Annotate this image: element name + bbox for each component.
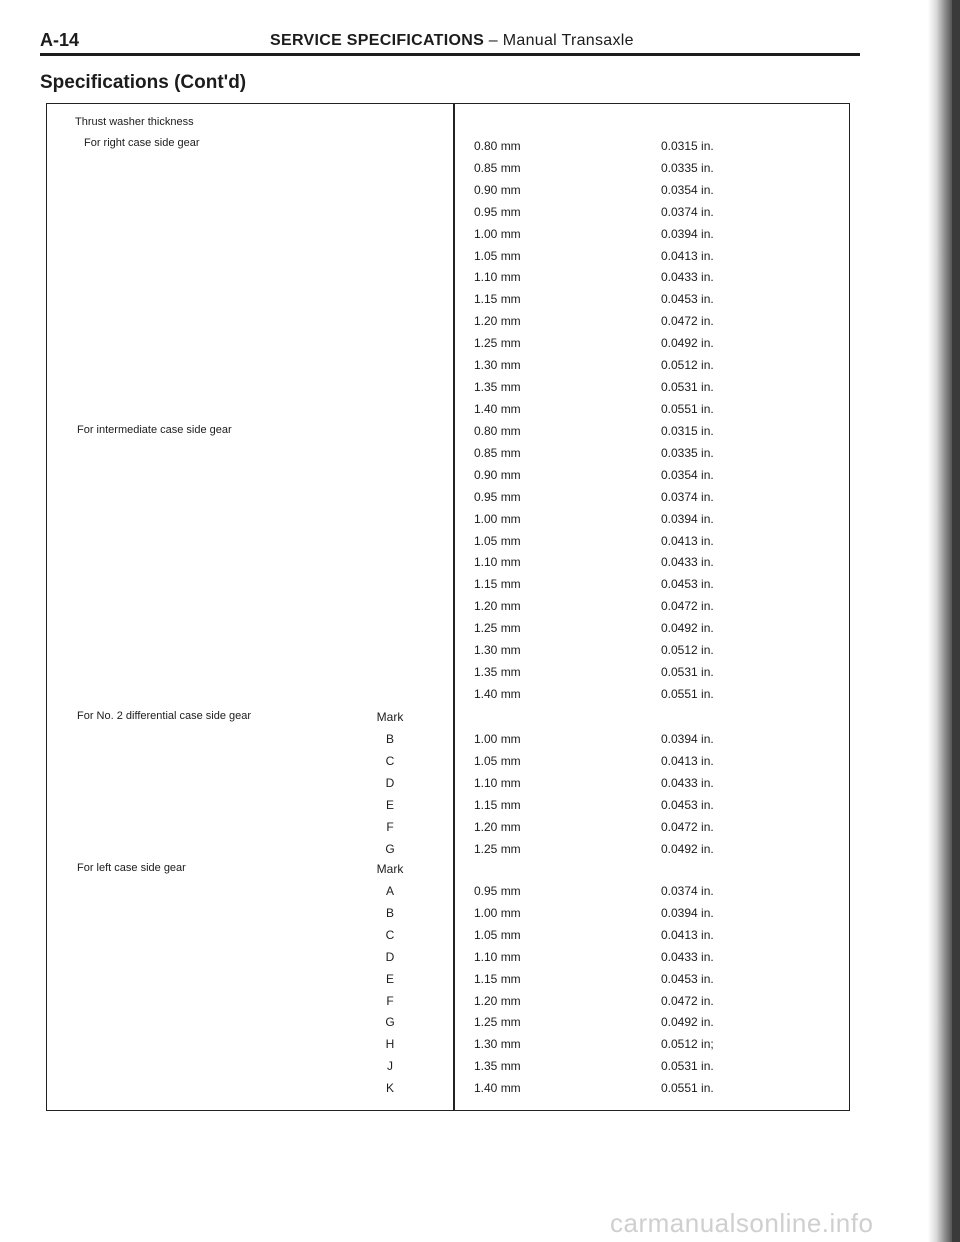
- mark-value: J: [387, 1059, 393, 1073]
- mm-value: 0.95 mm: [474, 205, 521, 219]
- inch-value: 0.0531 in.: [661, 380, 714, 394]
- group-label: For right case side gear: [84, 137, 200, 149]
- inch-value: 0.0413 in.: [661, 754, 714, 768]
- mm-value: 1.05 mm: [474, 928, 521, 942]
- mark-value: B: [385, 732, 394, 746]
- mark-value: G: [385, 1015, 395, 1029]
- mark-value: A: [385, 884, 394, 898]
- inch-value: 0.0413 in.: [661, 928, 714, 942]
- inch-value: 0.0512 in.: [661, 358, 714, 372]
- inch-value: 0.0453 in.: [661, 972, 714, 986]
- mm-value: 1.15 mm: [474, 798, 521, 812]
- header-subtitle: – Manual Transaxle: [488, 32, 634, 49]
- mark-value: G: [385, 842, 395, 856]
- mark-value: F: [386, 820, 394, 834]
- inch-value: 0.0433 in.: [661, 776, 714, 790]
- inch-value: 0.0374 in.: [661, 205, 714, 219]
- mm-value: 1.15 mm: [474, 577, 521, 591]
- inch-value: 0.0472 in.: [661, 820, 714, 834]
- inch-value: 0.0472 in.: [661, 314, 714, 328]
- inch-value: 0.0394 in.: [661, 732, 714, 746]
- inch-value: 0.0413 in.: [661, 249, 714, 263]
- inch-value: 0.0492 in.: [661, 336, 714, 350]
- mark-value: C: [385, 928, 395, 942]
- watermark: carmanualsonline.info: [610, 1208, 874, 1238]
- mm-value: 0.80 mm: [474, 139, 521, 153]
- mm-value: 1.25 mm: [474, 621, 521, 635]
- mm-value: 1.40 mm: [474, 1081, 521, 1095]
- header-rule: [40, 53, 860, 56]
- mm-value: 1.00 mm: [474, 227, 521, 241]
- inch-value: 0.0453 in.: [661, 577, 714, 591]
- mm-value: 1.10 mm: [474, 950, 521, 964]
- inch-value: 0.0551 in.: [661, 687, 714, 701]
- header-title-main: SERVICE SPECIFICATIONS: [270, 32, 485, 49]
- mm-value: 1.20 mm: [474, 994, 521, 1008]
- inch-value: 0.0492 in.: [661, 842, 714, 856]
- mark-header: Mark: [376, 710, 404, 724]
- mm-value: 1.40 mm: [474, 687, 521, 701]
- mm-value: 0.80 mm: [474, 424, 521, 438]
- mark-value: D: [385, 950, 395, 964]
- mm-value: 1.15 mm: [474, 292, 521, 306]
- inch-value: 0.0354 in.: [661, 183, 714, 197]
- group-label: For No. 2 differential case side gear: [77, 710, 252, 722]
- binding-edge: [928, 0, 952, 1242]
- inch-value: 0.0531 in.: [661, 1059, 714, 1073]
- inch-value: 0.0374 in.: [661, 490, 714, 504]
- inch-value: 0.0394 in.: [661, 227, 714, 241]
- mark-value: C: [385, 754, 395, 768]
- mm-value: 0.90 mm: [474, 468, 521, 482]
- mm-value: 1.25 mm: [474, 1015, 521, 1029]
- mark-value: B: [385, 906, 394, 920]
- mm-value: 1.25 mm: [474, 842, 521, 856]
- inch-value: 0.0433 in.: [661, 270, 714, 284]
- spec-table: [46, 103, 850, 1111]
- inch-value: 0.0335 in.: [661, 161, 714, 175]
- page-header: [40, 30, 860, 54]
- header-title: [270, 32, 634, 50]
- inch-value: 0.0453 in.: [661, 798, 714, 812]
- mm-value: 1.10 mm: [474, 776, 521, 790]
- mark-value: K: [385, 1081, 394, 1095]
- mm-value: 1.05 mm: [474, 754, 521, 768]
- mm-value: 1.00 mm: [474, 732, 521, 746]
- binding-edge-dark: [952, 0, 960, 1242]
- mm-value: 0.90 mm: [474, 183, 521, 197]
- group-label: For intermediate case side gear: [77, 424, 232, 436]
- section-title: Specifications (Cont'd): [40, 72, 247, 93]
- mm-value: 1.05 mm: [474, 249, 521, 263]
- inch-value: 0.0512 in.: [661, 643, 714, 657]
- inch-value: 0.0472 in.: [661, 994, 714, 1008]
- mark-value: E: [385, 972, 394, 986]
- mm-value: 0.85 mm: [474, 161, 521, 175]
- inch-value: 0.0492 in.: [661, 1015, 714, 1029]
- inch-value: 0.0394 in.: [661, 906, 714, 920]
- inch-value: 0.0453 in.: [661, 292, 714, 306]
- mark-value: E: [385, 798, 394, 812]
- mark-value: H: [385, 1037, 395, 1051]
- mm-value: 1.10 mm: [474, 270, 521, 284]
- inch-value: 0.0315 in.: [661, 139, 714, 153]
- inch-value: 0.0413 in.: [661, 534, 714, 548]
- inch-value: 0.0374 in.: [661, 884, 714, 898]
- mm-value: 1.25 mm: [474, 336, 521, 350]
- mm-value: 1.15 mm: [474, 972, 521, 986]
- mm-value: 0.85 mm: [474, 446, 521, 460]
- inch-value: 0.0512 in;: [661, 1037, 714, 1051]
- inch-value: 0.0531 in.: [661, 665, 714, 679]
- mm-value: 1.20 mm: [474, 820, 521, 834]
- inch-value: 0.0433 in.: [661, 950, 714, 964]
- inch-value: 0.0551 in.: [661, 402, 714, 416]
- mm-value: 1.00 mm: [474, 906, 521, 920]
- inch-value: 0.0472 in.: [661, 599, 714, 613]
- item-label: Thrust washer thickness: [75, 116, 194, 128]
- inch-value: 0.0354 in.: [661, 468, 714, 482]
- mm-value: 1.20 mm: [474, 599, 521, 613]
- inch-value: 0.0492 in.: [661, 621, 714, 635]
- mark-header: Mark: [376, 862, 404, 876]
- group-label: For left case side gear: [77, 862, 186, 874]
- mm-value: 1.20 mm: [474, 314, 521, 328]
- page-number: A-14: [40, 30, 80, 50]
- inch-value: 0.0551 in.: [661, 1081, 714, 1095]
- mm-value: 1.35 mm: [474, 665, 521, 679]
- inch-value: 0.0394 in.: [661, 512, 714, 526]
- mm-value: 1.10 mm: [474, 555, 521, 569]
- mm-value: 1.40 mm: [474, 402, 521, 416]
- mark-value: F: [386, 994, 394, 1008]
- inch-value: 0.0315 in.: [661, 424, 714, 438]
- mm-value: 1.35 mm: [474, 380, 521, 394]
- mm-value: 1.30 mm: [474, 643, 521, 657]
- inch-value: 0.0433 in.: [661, 555, 714, 569]
- mm-value: 1.35 mm: [474, 1059, 521, 1073]
- mm-value: 0.95 mm: [474, 490, 521, 504]
- mm-value: 1.30 mm: [474, 358, 521, 372]
- mark-value: D: [385, 776, 395, 790]
- mm-value: 1.30 mm: [474, 1037, 521, 1051]
- mm-value: 1.05 mm: [474, 534, 521, 548]
- inch-value: 0.0335 in.: [661, 446, 714, 460]
- column-divider: [453, 104, 455, 1110]
- mm-value: 1.00 mm: [474, 512, 521, 526]
- mm-value: 0.95 mm: [474, 884, 521, 898]
